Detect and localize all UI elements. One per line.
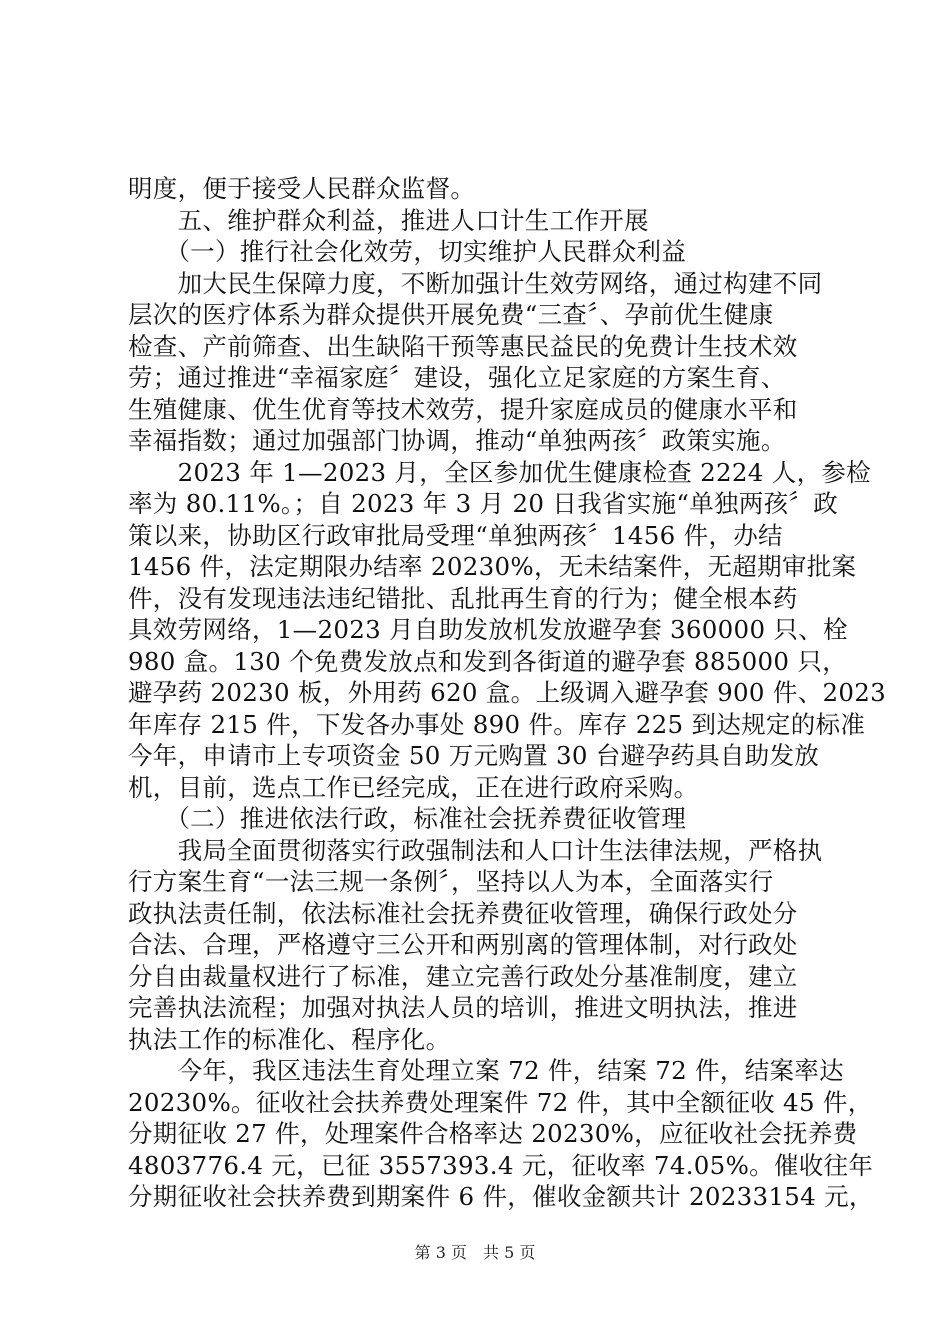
text-line: 劳；通过推进“幸福家庭〞建设，强化立足家庭的方案生育、 xyxy=(128,363,786,392)
text-line: 合法、合理，严格遵守三公开和两别离的管理体制，对行政处 xyxy=(128,930,798,959)
text-line: 分期征收 27 件，处理案件合格率达 20230%，应征收社会抚养费 xyxy=(128,1119,858,1148)
text-line: 检查、产前筛查、出生缺陷干预等惠民益民的免费计生技术效 xyxy=(128,331,798,361)
text-line: 率为 80.11%。；自 2023 年 3 月 20 日我省实施“单独两孩〞政 xyxy=(128,489,839,518)
text-line: 行方案生育“一法三规一条例〞，坚持以人为本，全面落实行 xyxy=(128,867,774,896)
text-line: 2023 年 1—2023 月，全区参加优生健康检查 2224 人，参检 xyxy=(128,457,871,487)
section-heading: 五、维护群众利益，推进人口计生工作开展 xyxy=(128,205,649,235)
text-line: 政执法责任制，依法标准社会抚养费征收管理，确保行政处分 xyxy=(128,898,798,928)
text-line: 机，目前，选点工作已经完成，正在进行政府采购。 xyxy=(128,772,699,802)
text-line: 年库存 215 件，下发各办事处 890 件。库存 225 到达规定的标准 xyxy=(128,709,866,739)
text-line: 4803776.4 元，已征 3557393.4 元，征收率 74.05%。催收往年 xyxy=(128,1150,874,1180)
text-line: 策以来，协助区行政审批局受理“单独两孩〞1456 件，办结 xyxy=(128,520,783,550)
text-line: 今年，我区违法生育处理立案 72 件，结案 72 件，结案率达 xyxy=(128,1056,844,1085)
text-line: 层次的医疗体系为群众提供开展免费“三查〞、孕前优生健康 xyxy=(128,300,774,329)
text-line: 980 盒。130 个免费发放点和发到各街道的避孕套 885000 只， xyxy=(128,646,848,676)
subsection-heading: （一）推行社会化效劳，切实维护人民群众利益 xyxy=(128,237,687,266)
text-line: 具效劳网络，1—2023 月自助发放机发放避孕套 360000 只、栓 xyxy=(128,615,848,644)
text-line: 生殖健康、优生优育等技术效劳，提升家庭成员的健康水平和 xyxy=(128,394,798,424)
text-line: 加大民生保障力度，不断加强计生效劳网络，通过构建不同 xyxy=(128,268,823,298)
text-line: 明度，便于接受人民群众监督。 xyxy=(128,174,476,203)
subsection-heading: （二）推进依法行政，标准社会抚养费征收管理 xyxy=(128,804,687,833)
text-line: 1456 件，法定期限办结率 20230%，无未结案件，无超期审批案 xyxy=(128,552,857,581)
text-line: 20230%。征收社会扶养费处理案件 72 件，其中全额征收 45 件， xyxy=(128,1087,873,1117)
text-line: 幸福指数；通过加强部门协调，推动“单独两孩〞政策实施。 xyxy=(128,426,786,455)
page-number-footer: 第 3 页 共 5 页 xyxy=(414,1243,536,1262)
text-line: 今年，申请市上专项资金 50 万元购置 30 台避孕药具自助发放 xyxy=(128,741,820,770)
text-line: 完善执法流程；加强对执法人员的培训，推进文明执法，推进 xyxy=(128,993,798,1022)
text-line: 分期征收社会扶养费到期案件 6 件，催收金额共计 20233154 元， xyxy=(128,1182,874,1211)
text-line: 执法工作的标准化、程序化。 xyxy=(128,1024,451,1054)
text-line: 避孕药 20230 板，外用药 620 盒。上级调入避孕套 900 件、2023 xyxy=(128,678,887,707)
text-line: 我局全面贯彻落实行政强制法和人口计生法律法规，严格执 xyxy=(128,835,823,865)
text-line: 件，没有发现违法违纪错批、乱批再生育的行为；健全根本药 xyxy=(128,583,798,613)
text-line: 分自由裁量权进行了标准，建立完善行政处分基准制度，建立 xyxy=(128,961,798,991)
